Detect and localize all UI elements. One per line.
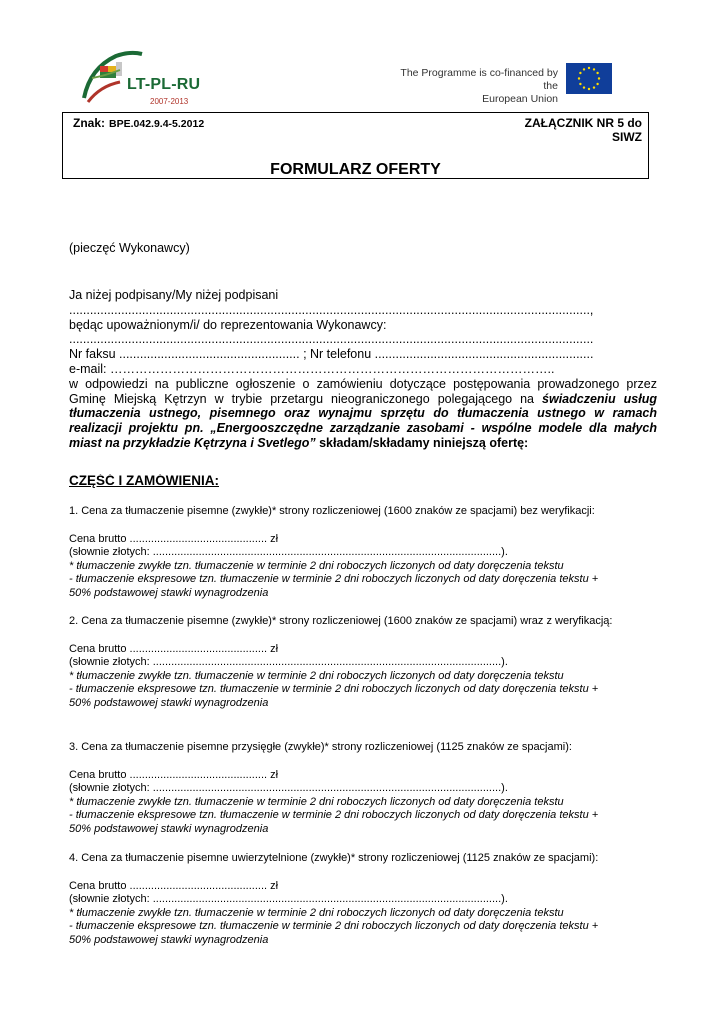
note-standard: * tłumaczenie zwykłe tzn. tłumaczenie w terminie 2 dni roboczych liczonych od daty doręczenia tekstu xyxy=(69,669,564,682)
price-item-3 xyxy=(69,741,657,837)
note-express: - tłumaczenie ekspresowe tzn. tłumaczenie w terminie 2 dni roboczych liczonych od daty doręczenia tekstu + xyxy=(69,683,599,696)
note-rate: 50% podstawowej stawki wynagrodzenia xyxy=(69,822,269,835)
logo-name: LT-PL-RU xyxy=(127,76,201,93)
note-express: - tłumaczenie ekspresowe tzn. tłumaczenie w terminie 2 dni roboczych liczonych od daty doręczenia tekstu + xyxy=(69,573,599,586)
note-standard: * tłumaczenie zwykłe tzn. tłumaczenie w terminie 2 dni roboczych liczonych od daty doręczenia tekstu xyxy=(69,559,564,572)
price-words-field[interactable]: (słownie złotych: ..................................................................................................................). xyxy=(69,656,508,669)
header-box xyxy=(62,112,649,179)
price-field[interactable]: Cena brutto ............................................. zł xyxy=(69,532,279,545)
intro-block xyxy=(69,288,657,451)
note-rate: 50% podstawowej stawki wynagrodzenia xyxy=(69,586,269,599)
item-title: 4. Cena za tłumaczenie pisemne uwierzytelnione (zwykłe)* strony rozliczeniowej (1125 znaków ze spacjami): xyxy=(69,852,599,864)
page-title: FORMULARZ OFERTY xyxy=(270,161,441,178)
znak xyxy=(73,116,204,130)
price-item-1 xyxy=(69,505,657,601)
price-item-2 xyxy=(69,615,657,711)
zalacznik-line2: SIWZ xyxy=(612,130,642,144)
note-rate: 50% podstawowej stawki wynagrodzenia xyxy=(69,696,269,709)
price-words-field[interactable]: (słownie złotych: ..................................................................................................................). xyxy=(69,893,508,906)
section-heading xyxy=(69,474,657,489)
note-express: - tłumaczenie ekspresowe tzn. tłumaczenie w terminie 2 dni roboczych liczonych od daty doręczenia tekstu + xyxy=(69,920,599,933)
item-title: 2. Cena za tłumaczenie pisemne (zwykłe)* strony rozliczeniowej (1600 znaków ze spacjami) wraz z weryfikacją: xyxy=(69,615,613,627)
eu-cofinance-text xyxy=(390,67,558,106)
intro-body xyxy=(69,377,657,451)
zalacznik xyxy=(525,116,642,144)
price-words-field[interactable]: (słownie złotych: ..................................................................................................................). xyxy=(69,782,508,795)
eu-line2: European Union xyxy=(482,93,558,105)
intro-line2: będąc upoważnionym/i/ do reprezentowania Wykonawcy: xyxy=(69,317,387,332)
fax-phone-line[interactable]: Nr faksu .................................................... ; Nr telefonu ............................................................... xyxy=(69,347,594,362)
znak-code: BPE.042.9.4-5.2012 xyxy=(109,118,205,130)
eu-flag-icon xyxy=(566,63,612,94)
email-line[interactable]: e-mail: …………………………………………………………………………………………….. xyxy=(69,361,555,376)
intro-body-end: składam/składamy niniejszą ofertę: xyxy=(315,435,529,450)
eu-line1: The Programme is co-financed by the xyxy=(400,67,558,92)
stamp-label xyxy=(69,241,657,256)
note-standard: * tłumaczenie zwykłe tzn. tłumaczenie w terminie 2 dni roboczych liczonych od daty doręczenia tekstu xyxy=(69,906,564,919)
item-title: 3. Cena za tłumaczenie pisemne przysięgłe (zwykłe)* strony rozliczeniowej (1125 znaków ze spacjami): xyxy=(69,741,572,753)
price-field[interactable]: Cena brutto ............................................. zł xyxy=(69,879,279,892)
intro-line1: Ja niżej podpisany/My niżej podpisani xyxy=(69,288,279,302)
price-item-4 xyxy=(69,852,657,948)
price-field[interactable]: Cena brutto ............................................. zł xyxy=(69,642,279,655)
znak-label: Znak: xyxy=(73,116,106,130)
note-standard: * tłumaczenie zwykłe tzn. tłumaczenie w terminie 2 dni roboczych liczonych od daty doręczenia tekstu xyxy=(69,795,564,808)
zalacznik-line1: ZAŁĄCZNIK NR 5 do xyxy=(524,116,642,130)
intro-body-plain: w odpowiedzi na publiczne ogłoszenie o zamówieniu dotyczące postępowania prowadzonego przez Gminę Miejską Kętrzyn w trybie przetargu nieograniczonego polegającego na xyxy=(69,376,657,406)
note-express: - tłumaczenie ekspresowe tzn. tłumaczenie w terminie 2 dni roboczych liczonych od daty doręczenia tekstu + xyxy=(69,809,599,822)
price-field[interactable]: Cena brutto ............................................. zł xyxy=(69,768,279,781)
logo-years: 2007-2013 xyxy=(150,97,189,106)
intro-dots1[interactable]: ......................................................................................................................................................, xyxy=(69,302,594,317)
intro-dots2[interactable]: ....................................................................................................................................................... xyxy=(69,332,594,347)
stamp-text: (pieczęć Wykonawcy) xyxy=(69,241,190,255)
section-title: CZĘŚĆ I ZAMÓWIENIA: xyxy=(69,474,219,488)
note-rate: 50% podstawowej stawki wynagrodzenia xyxy=(69,933,269,946)
item-title: 1. Cena za tłumaczenie pisemne (zwykłe)* strony rozliczeniowej (1600 znaków ze spacjami) bez weryfikacji: xyxy=(69,505,595,517)
intro-body-project: świadczeniu usług tłumaczenia ustnego, pisemnego oraz wynajmu sprzętu do tłumaczenia ustnego w ramach realizacji projektu pn. „Energooszczędne zarządzanie zasobami - wspólne modele dla małych miast na przykładzie Kętrzyna i Svetlego” xyxy=(69,391,658,450)
price-words-field[interactable]: (słownie złotych: ..................................................................................................................). xyxy=(69,546,508,559)
